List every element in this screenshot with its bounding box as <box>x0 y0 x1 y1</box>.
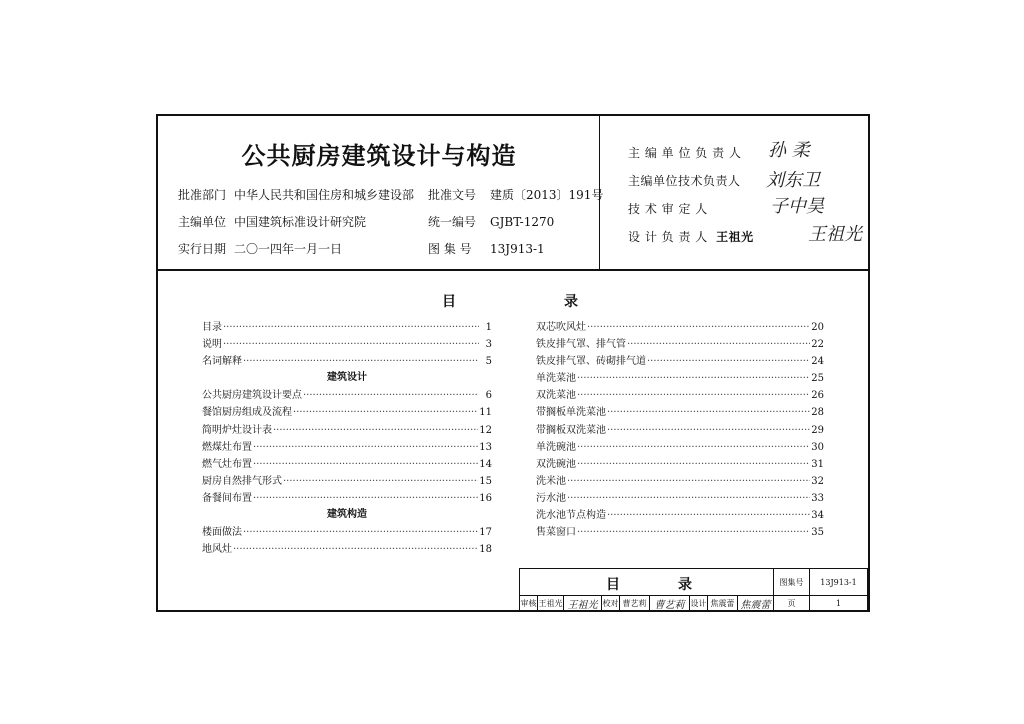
toc-item[interactable] <box>536 523 824 540</box>
toc-leader-dots <box>577 459 810 470</box>
toc-leader-dots <box>577 442 810 453</box>
toc-leader-dots <box>273 425 478 436</box>
toc-item-page: 12 <box>479 424 492 436</box>
atlas-number-label: 图 集 号 <box>428 242 472 256</box>
toc-item-page: 32 <box>811 475 824 487</box>
toc-item-title: 单洗碗池 <box>536 441 576 453</box>
toc-item[interactable] <box>536 403 824 420</box>
toc-leader-dots <box>243 527 478 538</box>
toc-item-page: 26 <box>811 390 824 402</box>
check-name-cell: 曹艺莉 <box>620 596 650 612</box>
toc-leader-dots <box>233 544 478 555</box>
review-signature-cell: 王祖光 <box>564 596 602 612</box>
toc-item[interactable] <box>202 455 492 472</box>
toc-item-page: 33 <box>811 492 824 504</box>
toc-item[interactable] <box>536 386 824 403</box>
toc-item-page: 6 <box>485 390 492 402</box>
toc-item[interactable] <box>202 352 492 369</box>
title-block-title <box>520 569 774 596</box>
toc-heading-left: 目 <box>442 294 456 310</box>
signature-1: 孙 柔 <box>768 140 810 161</box>
approval-department-label: 批准部门 <box>178 188 227 202</box>
toc-leader-dots <box>607 510 810 521</box>
editor-unit-label: 主编单位 <box>178 215 227 229</box>
toc-leader-dots <box>567 493 810 504</box>
toc-item-title: 带搁板单洗菜池 <box>536 407 606 419</box>
toc-item-title: 双洗碗池 <box>536 458 576 470</box>
toc-item[interactable] <box>536 438 824 455</box>
toc-item-title: 楼面做法 <box>202 527 242 539</box>
toc-item-title: 地风灶 <box>202 544 232 556</box>
toc-item-page: 24 <box>811 356 824 368</box>
toc-item-page: 31 <box>811 458 824 470</box>
toc-item[interactable] <box>202 472 492 489</box>
approval-department-row <box>178 186 414 203</box>
title-block-title-right: 录 <box>678 577 692 593</box>
responsible-role-4: 设 计 负 责 人 <box>628 230 708 244</box>
toc-leader-dots <box>647 356 810 367</box>
signature-4: 王祖光 <box>808 224 862 245</box>
approval-number-value: 建质〔2013〕191号 <box>490 188 604 202</box>
toc-leader-dots <box>577 527 810 538</box>
toc-item-title: 餐馆厨房组成及流程 <box>202 407 292 419</box>
toc-item[interactable] <box>202 523 492 540</box>
toc-right-column <box>536 318 824 540</box>
toc-item[interactable] <box>536 506 824 523</box>
toc-item-title: 双芯吹风灶 <box>536 322 586 333</box>
toc-item-title: 铁皮排气罩、排气管 <box>536 339 626 351</box>
responsible-role-1: 主 编 单 位 负 责 人 <box>628 146 742 160</box>
check-label-cell: 校对 <box>602 596 620 612</box>
toc-item-title: 售菜窗口 <box>536 527 576 539</box>
toc-item-page: 25 <box>811 373 824 385</box>
atlas-label-cell: 图集号 <box>774 569 810 596</box>
toc-item-page: 1 <box>485 322 492 333</box>
toc-item-page: 14 <box>479 458 492 470</box>
responsible-row-4 <box>628 228 754 245</box>
toc-item-page: 30 <box>811 441 824 453</box>
toc-section-heading: 建筑构造 <box>327 509 367 521</box>
toc-item-title: 备餐间布置 <box>202 492 252 504</box>
toc-leader-dots <box>243 356 479 367</box>
page-label-cell: 页 <box>774 596 810 612</box>
toc-item[interactable] <box>202 489 492 506</box>
toc-item[interactable] <box>202 403 492 420</box>
document-title: 公共厨房建筑设计与构造 <box>241 142 517 170</box>
design-name-cell: 焦震蕾 <box>708 596 738 612</box>
toc-item-page: 34 <box>811 510 824 522</box>
unified-number-value: GJBT-1270 <box>490 215 555 229</box>
atlas-value-cell: 13J913-1 <box>810 569 868 596</box>
responsible-row-2 <box>628 172 741 189</box>
toc-item-title: 公共厨房建筑设计要点 <box>202 390 302 402</box>
toc-item-page: 11 <box>479 407 492 419</box>
review-label-cell: 审核 <box>520 596 538 612</box>
header-block <box>158 116 868 271</box>
toc-item[interactable] <box>536 352 824 369</box>
check-signature-cell: 曹艺莉 <box>650 596 690 612</box>
toc-item-page: 22 <box>811 339 824 351</box>
responsible-role-3: 技 术 审 定 人 <box>628 202 708 216</box>
unified-number-row <box>428 213 554 230</box>
toc-section-heading: 建筑设计 <box>327 372 367 384</box>
toc-item-page: 3 <box>485 339 492 351</box>
toc-item-title: 带搁板双洗菜池 <box>536 424 606 436</box>
effective-date-value: 二〇一四年一月一日 <box>234 242 343 256</box>
editor-unit-row <box>178 213 366 230</box>
toc-item-page: 29 <box>811 424 824 436</box>
toc-item-title: 铁皮排气罩、砖砌排气道 <box>536 356 646 368</box>
toc-item-page: 16 <box>479 492 492 504</box>
title-block-title-left: 目 <box>606 577 620 593</box>
toc-leader-dots <box>607 407 810 418</box>
toc-item[interactable] <box>536 421 824 438</box>
drawing-frame <box>156 114 870 612</box>
header-info-panel <box>158 116 604 269</box>
toc-leader-dots <box>577 373 810 384</box>
toc-leader-dots <box>253 442 478 453</box>
responsible-role-2: 主编单位技术负责人 <box>628 174 741 188</box>
review-name-cell: 王祖光 <box>538 596 564 612</box>
toc-item-title: 双洗菜池 <box>536 390 576 402</box>
toc-item-page: 13 <box>479 441 492 453</box>
toc-leader-dots <box>607 425 810 436</box>
responsible-row-1 <box>628 144 741 161</box>
toc-item-title: 简明炉灶设计表 <box>202 424 272 436</box>
page-value-cell: 1 <box>810 596 868 612</box>
editor-unit-value: 中国建筑标准设计研究院 <box>234 215 367 229</box>
toc-item[interactable] <box>202 318 492 335</box>
toc-item-page: 18 <box>479 544 492 556</box>
approval-department-value: 中华人民共和国住房和城乡建设部 <box>234 188 415 202</box>
toc-item-title: 单洗菜池 <box>536 373 576 385</box>
toc-item-page: 20 <box>811 322 824 333</box>
toc-item-page: 28 <box>811 407 824 419</box>
design-signature-cell: 焦震蕾 <box>738 596 774 612</box>
toc-item-page: 15 <box>479 475 492 487</box>
toc-item[interactable] <box>536 318 824 335</box>
effective-date-row <box>178 240 342 257</box>
signature-2: 刘东卫 <box>766 170 820 191</box>
toc-item[interactable] <box>202 438 492 455</box>
toc-leader-dots <box>253 459 478 470</box>
toc-item-title: 名词解释 <box>202 356 242 368</box>
toc-leader-dots <box>627 339 810 350</box>
approval-number-label: 批准文号 <box>428 188 477 202</box>
toc-item-page: 35 <box>811 527 824 539</box>
toc-item-title: 说明 <box>202 339 222 351</box>
toc-leader-dots <box>577 390 810 401</box>
unified-number-label: 统一编号 <box>428 215 477 229</box>
toc-heading-right: 录 <box>564 294 578 310</box>
toc-item-title: 目录 <box>202 322 222 333</box>
toc-item[interactable] <box>202 335 492 352</box>
signature-3: 子中昊 <box>770 196 824 217</box>
toc-item[interactable] <box>202 421 492 438</box>
toc-item[interactable] <box>536 489 824 506</box>
toc-item-title: 污水池 <box>536 492 566 504</box>
toc-leader-dots <box>587 322 810 333</box>
atlas-number-value: 13J913-1 <box>490 242 545 256</box>
effective-date-label: 实行日期 <box>178 242 227 256</box>
toc-item[interactable] <box>536 335 824 352</box>
design-label-cell: 设计 <box>690 596 708 612</box>
toc-leader-dots <box>253 493 478 504</box>
toc-item[interactable] <box>202 540 492 557</box>
toc-leader-dots <box>223 339 479 350</box>
toc-item-title: 燃煤灶布置 <box>202 441 252 453</box>
toc-item[interactable] <box>536 369 824 386</box>
toc-item-title: 洗水池节点构造 <box>536 510 606 522</box>
toc-item-page: 17 <box>479 527 492 539</box>
toc-item[interactable] <box>536 455 824 472</box>
approval-number-row <box>428 186 603 203</box>
toc-item-page: 5 <box>485 356 492 368</box>
toc-leader-dots <box>293 407 478 418</box>
title-block <box>519 568 868 612</box>
atlas-number-row <box>428 240 545 257</box>
toc-leader-dots <box>283 476 478 487</box>
toc-leader-dots <box>223 322 479 333</box>
responsible-name-4: 王祖光 <box>716 230 754 244</box>
toc-item[interactable] <box>202 386 492 403</box>
toc-item[interactable] <box>536 472 824 489</box>
toc-item-title: 厨房自然排气形式 <box>202 475 282 487</box>
toc-leader-dots <box>303 390 479 401</box>
toc-item-title: 燃气灶布置 <box>202 458 252 470</box>
toc-left-column <box>202 318 492 557</box>
toc-item-title: 洗米池 <box>536 475 566 487</box>
toc-leader-dots <box>567 476 810 487</box>
responsible-row-3 <box>628 200 708 217</box>
